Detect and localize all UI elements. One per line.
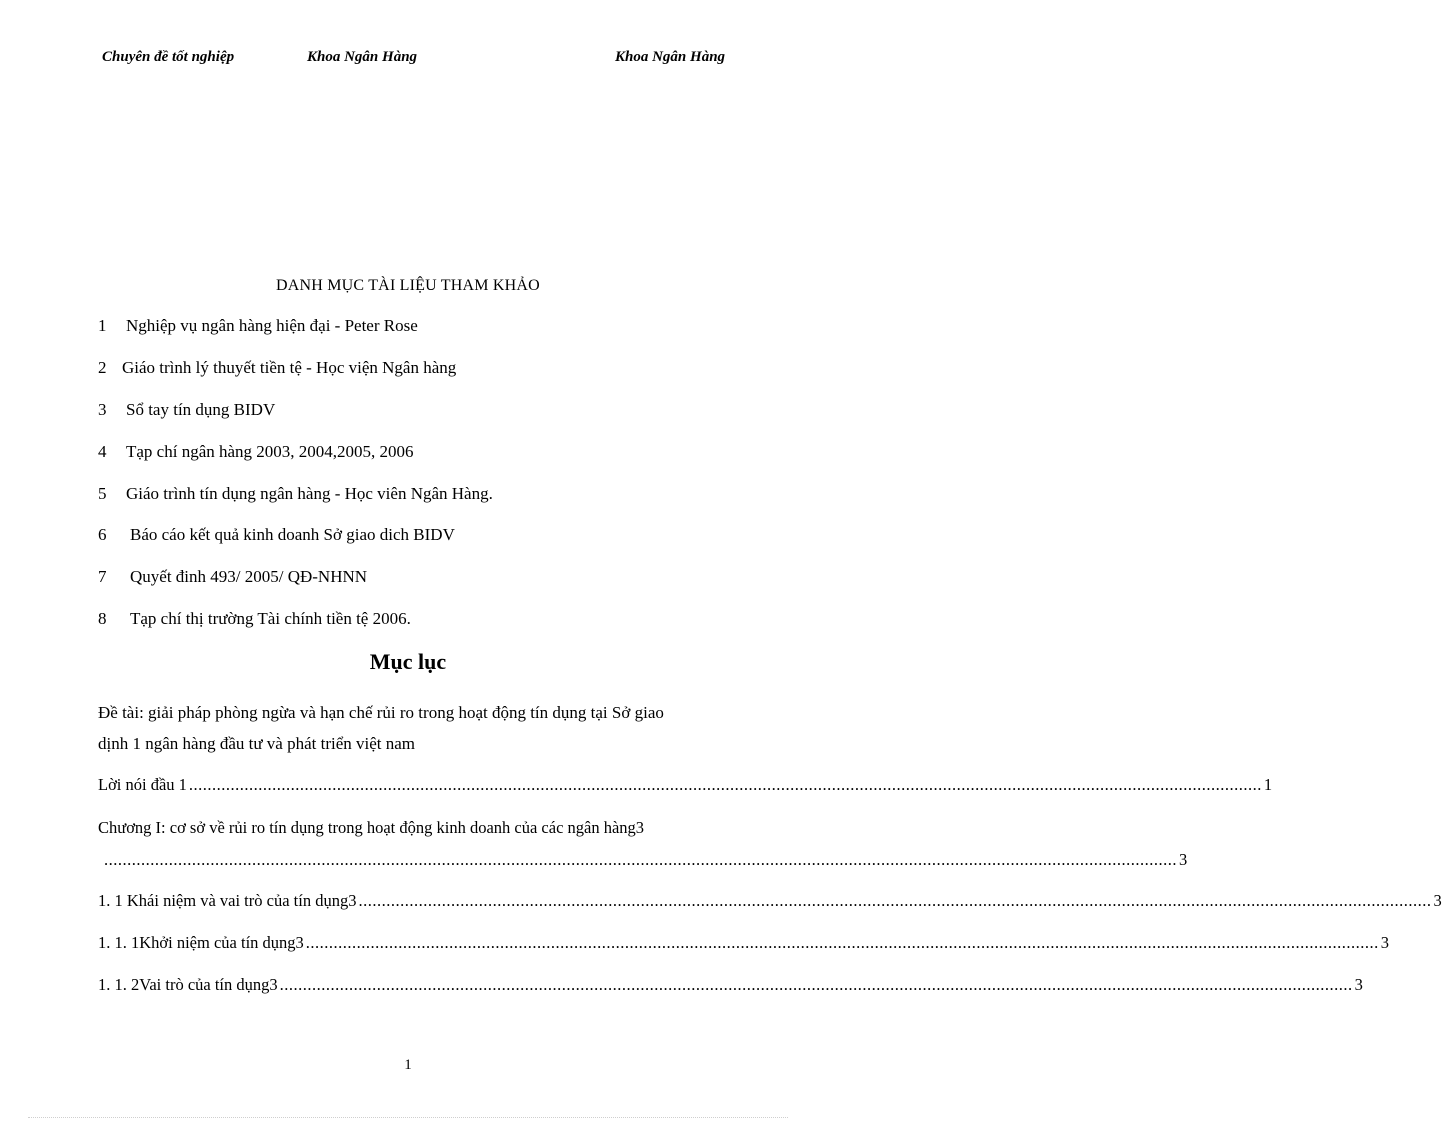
toc-leader: ........................................................................................................................................................................................................................................ <box>358 891 1432 910</box>
reference-text: Tạp chí ngân hàng 2003, 2004,2005, 2006 <box>126 442 414 461</box>
reference-item <box>98 567 367 587</box>
toc-entry-label[interactable]: Chương I: cơ sở về rủi ro tín dụng trong hoạt động kinh doanh của các ngân hàng3 <box>98 818 645 837</box>
toc-topic-line: Đề tài: giải pháp phòng ngừa và hạn chế rủi ro trong hoạt động tín dụng tại Sở giao <box>98 703 664 722</box>
toc-leader: ........................................................................................................................................................................................................................................ <box>279 975 1353 994</box>
reference-item <box>98 400 275 420</box>
reference-number: 3 <box>98 400 107 419</box>
reference-item <box>98 609 411 629</box>
toc-topic-line: dịnh 1 ngân hàng đầu tư và phát triển việt nam <box>98 734 416 753</box>
toc-title: Mục lục <box>369 649 447 674</box>
toc-leader: ........................................................................................................................................................................................................................................ <box>104 850 1177 869</box>
reference-text: Tạp chí thị trường Tài chính tiền tệ 2006. <box>130 609 411 628</box>
reference-number: 6 <box>98 525 107 544</box>
toc-entry-label: Lời nói đầu 1 <box>98 775 187 794</box>
reference-text: Báo cáo kết quả kinh doanh Sở giao dich BIDV <box>130 525 455 544</box>
reference-number: 4 <box>98 442 107 461</box>
reference-number: 7 <box>98 567 107 586</box>
toc-entry-page: 1 <box>1263 775 1273 794</box>
reference-item <box>98 316 418 336</box>
reference-text: Quyết đinh 493/ 2005/ QĐ-NHNN <box>130 567 368 586</box>
reference-number: 1 <box>98 316 107 335</box>
toc-entry-page: 3 <box>1433 891 1442 910</box>
reference-item <box>98 358 456 378</box>
reference-text: Sổ tay tín dụng BIDV <box>126 400 276 419</box>
reference-number: 8 <box>98 609 107 628</box>
toc-entry-label: 1. 1 Khái niệm và vai trò của tín dụng3 <box>98 891 357 910</box>
reference-number: 5 <box>98 484 107 503</box>
page-number: 1 <box>404 1057 412 1073</box>
toc-entry-page: 3 <box>1179 850 1188 869</box>
page-bottom-divider <box>28 1117 788 1118</box>
toc-entry[interactable] <box>98 775 1273 795</box>
toc-entry[interactable] <box>98 933 1390 953</box>
toc-entry[interactable] <box>98 975 1363 995</box>
toc-leader: ........................................................................................................................................................................................................................................ <box>188 775 1262 794</box>
toc-entry-label: 1. 1. 2Vai trò của tín dụng3 <box>98 975 278 994</box>
header-right: Khoa Ngân Hàng <box>615 49 726 65</box>
reference-text: Giáo trình tín dụng ngân hàng - Học viên Ngân Hàng. <box>126 484 493 503</box>
header-center: Khoa Ngân Hàng <box>307 49 418 65</box>
reference-item <box>98 525 455 545</box>
reference-text: Nghiệp vụ ngân hàng hiện đại - Peter Rose <box>126 316 418 335</box>
reference-item <box>98 484 493 504</box>
references-title: DANH MỤC TÀI LIỆU THAM KHẢO <box>276 277 540 294</box>
reference-text: Giáo trình lý thuyết tiền tệ - Học viện Ngân hàng <box>122 358 457 377</box>
reference-number: 2 <box>98 358 107 377</box>
toc-entry[interactable] <box>98 891 1442 911</box>
toc-entry-label: 1. 1. 1Khởi niệm của tín dụng3 <box>98 933 304 952</box>
toc-entry-page: 3 <box>1380 933 1390 952</box>
toc-entry-page: 3 <box>1354 975 1363 994</box>
header-left: Chuyên đề tốt nghiệp <box>102 49 235 65</box>
toc-entry[interactable] <box>102 850 1188 870</box>
toc-leader: ........................................................................................................................................................................................................................................ <box>305 933 1379 952</box>
reference-item <box>98 442 414 462</box>
